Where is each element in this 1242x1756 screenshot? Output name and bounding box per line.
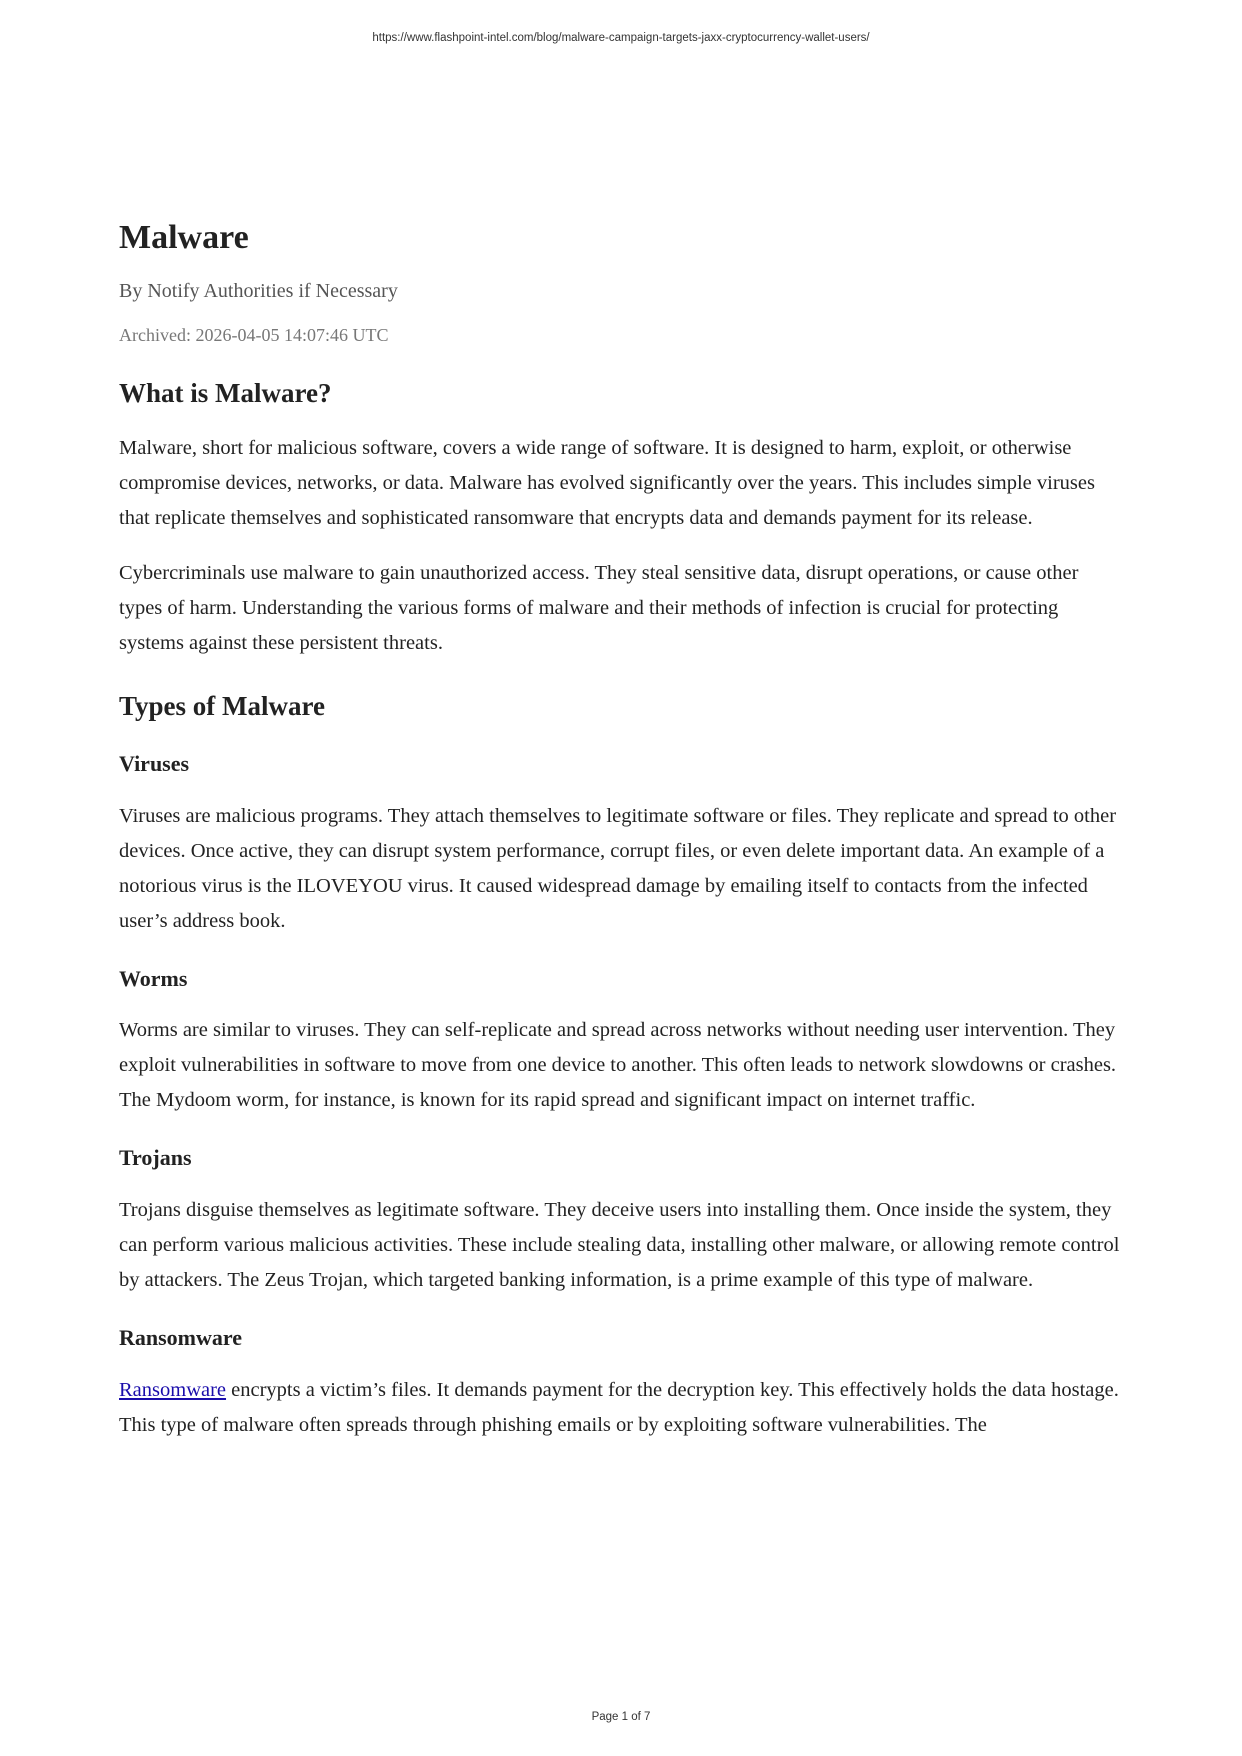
paragraph: Cybercriminals use malware to gain unauthorized access. They steal sensitive data, disrupt operations, or cause other types of harm. Understanding the various forms of malware and their methods of infection is crucial for protecting systems against these persistent threats. (119, 562, 1079, 655)
article (119, 190, 1123, 1443)
paragraph-text: encrypts a victim’s files. It demands payment for the decryption key. This effectively holds the data hostage. This type of malware often spreads through phishing emails or by exploiting software vulnerabilities. The (119, 1378, 1119, 1436)
subheading-ransomware: Ransomware (119, 1324, 243, 1350)
paragraph: Malware, short for malicious software, covers a wide range of software. It is designed to harm, exploit, or otherwise compromise devices, networks, or data. Malware has evolved significantly over the years. This includes simple viruses that replicate themselves and sophisticated ransomware that encrypts data and demands payment for its release. (119, 437, 1095, 530)
paragraph: Viruses are malicious programs. They attach themselves to legitimate software or files. They replicate and spread to other devices. Once active, they can disrupt system performance, corrupt files, or even delete important data. An example of a notorious virus is the ILOVEYOU virus. It caused widespread damage by emailing itself to contacts from the infected user’s address book. (119, 804, 1117, 932)
subheading-viruses: Viruses (119, 751, 190, 777)
byline: By Notify Authorities if Necessary (119, 279, 398, 302)
paragraph: Worms are similar to viruses. They can self-replicate and spread across networks without needing user intervention. They exploit vulnerabilities in software to move from one device to another. This often leads to network slowdowns or crashes. The Mydoom worm, for instance, is known for its rapid spread and significant impact on internet traffic. (119, 1019, 1117, 1112)
page-title: Malware (119, 219, 249, 256)
subheading-worms: Worms (119, 965, 188, 991)
archived-timestamp: Archived: 2026-04-05 14:07:46 UTC (119, 324, 389, 345)
paragraph: Trojans disguise themselves as legitimate software. They deceive users into installing them. Once inside the system, they can perform various malicious activities. These include stealing data, installing other malware, or allowing remote control by attackers. The Zeus Trojan, which targeted banking information, is a prime example of this type of malware. (119, 1198, 1120, 1291)
paragraph-ransomware (119, 1373, 1123, 1443)
page-number: Page 1 of 7 (591, 1711, 651, 1723)
section-heading-types-of-malware: Types of Malware (119, 691, 325, 722)
page-url: https://www.flashpoint-intel.com/blog/malware-campaign-targets-jaxx-cryptocurrency-wallet-users/ (372, 32, 870, 44)
subheading-trojans: Trojans (119, 1145, 192, 1171)
ransomware-link[interactable]: Ransomware (119, 1378, 227, 1401)
section-heading-what-is-malware: What is Malware? (119, 377, 332, 408)
